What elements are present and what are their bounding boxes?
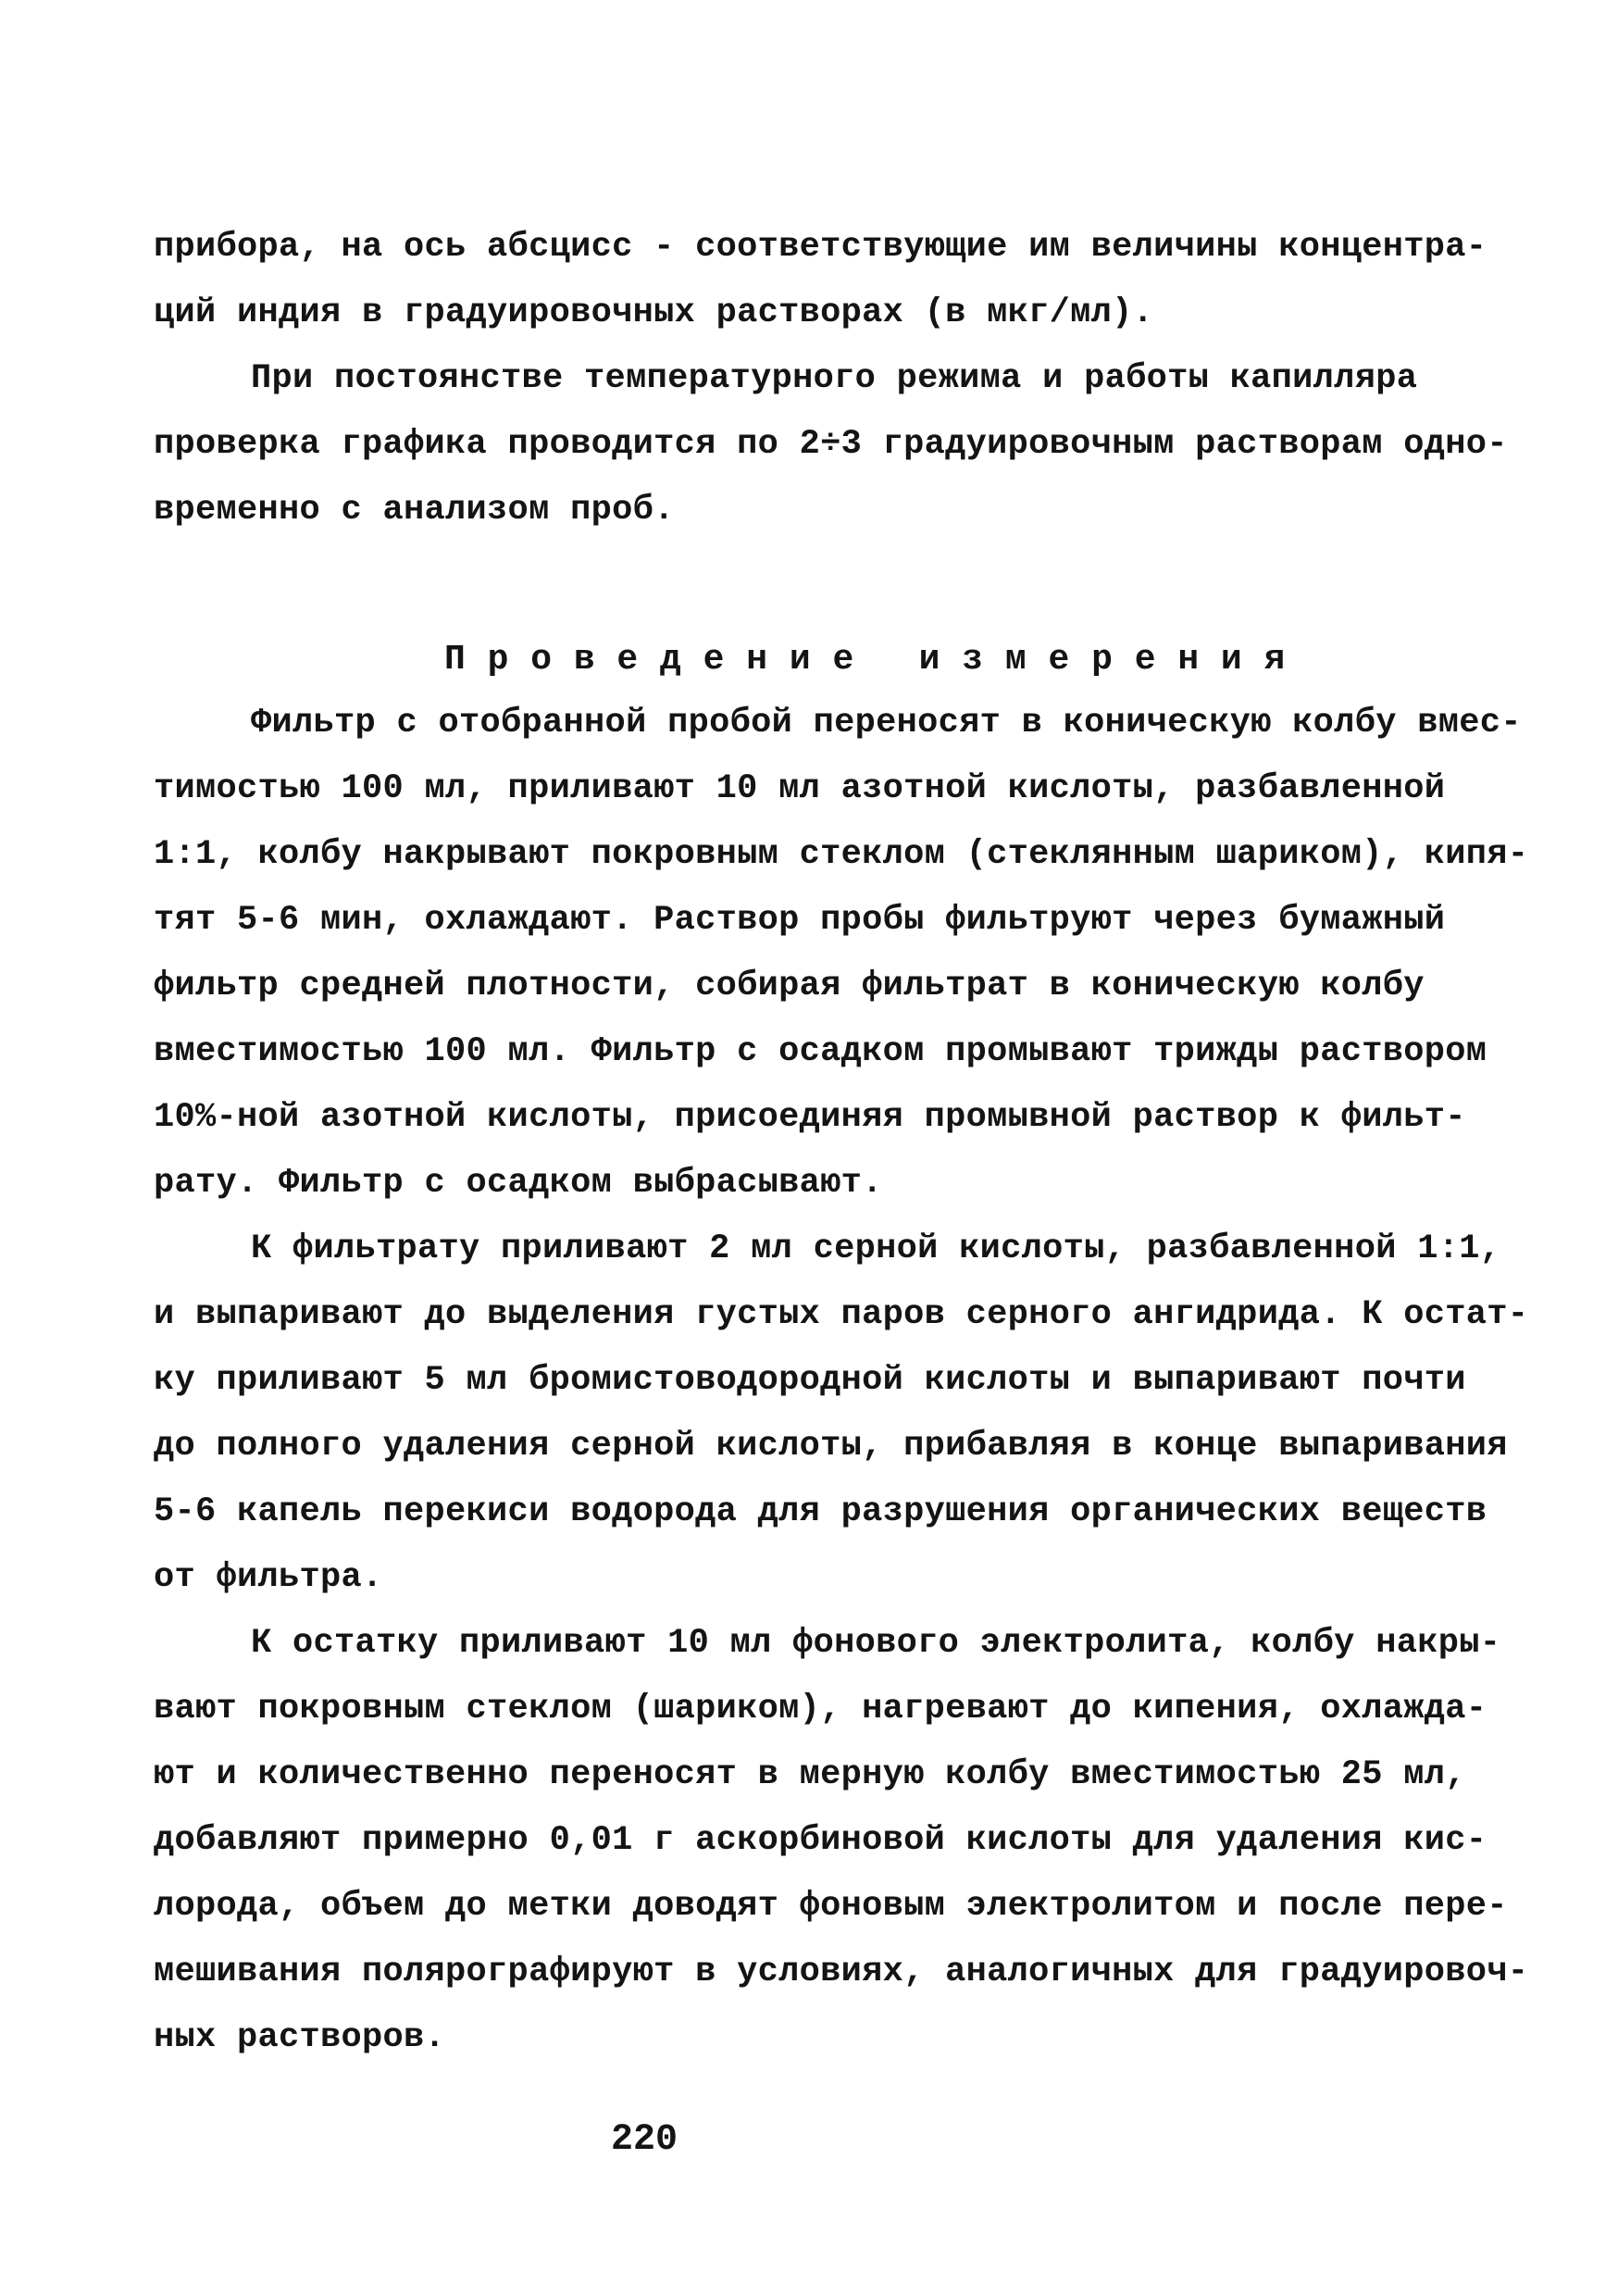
text-line: ций индия в градуировочных растворах (в мкг/мл). xyxy=(154,293,1154,332)
text-line: 10%-ной азотной кислоты, присоединяя промывной раствор к фильт- xyxy=(154,1098,1466,1137)
text-line: ку приливают 5 мл бромистоводородной кислоты и выпаривают почти xyxy=(154,1361,1466,1400)
text-line: проверка графика проводится по 2÷3 градуировочным растворам одно- xyxy=(154,425,1508,464)
text-line: прибора, на ось абсцисс - соответствующие им величины концентра- xyxy=(154,228,1487,267)
text-line: добавляют примерно 0,01 г аскорбиновой кислоты для удаления кис- xyxy=(154,1821,1487,1860)
text-line: до полного удаления серной кислоты, прибавляя в конце выпаривания xyxy=(154,1427,1508,1466)
text-line: от фильтра. xyxy=(154,1558,383,1597)
text-line: 1:1, колбу накрывают покровным стеклом (стеклянным шариком), кипя- xyxy=(154,835,1529,874)
text-line: фильтр средней плотности, собирая фильтрат в коническую колбу xyxy=(154,967,1425,1005)
text-line: ных растворов. xyxy=(154,2018,446,2057)
text-line: К остатку приливают 10 мл фонового электролита, колбу накры- xyxy=(251,1624,1501,1663)
text-line: тят 5-6 мин, охлаждают. Раствор пробы фильтруют через бумажный xyxy=(154,901,1446,940)
text-line: тимостью 100 мл, приливают 10 мл азотной кислоты, разбавленной xyxy=(154,769,1446,808)
text-line: Фильтр с отобранной пробой переносят в коническую колбу вмес- xyxy=(251,704,1522,742)
text-line: 5-6 капель перекиси водорода для разрушения органических веществ xyxy=(154,1492,1487,1531)
text-line: рату. Фильтр с осадком выбрасывают. xyxy=(154,1164,883,1203)
intro-paragraphs xyxy=(154,215,1508,543)
text-line: К фильтрату приливают 2 мл серной кислоты, разбавленной 1:1, xyxy=(251,1229,1501,1268)
body-paragraphs xyxy=(154,691,1529,2071)
text-line: лорода, объем до метки доводят фоновым электролитом и после пере- xyxy=(154,1887,1508,1926)
text-line: вместимостью 100 мл. Фильтр с осадком промывают трижды раствором xyxy=(154,1032,1487,1071)
text-line: ют и количественно переносят в мерную колбу вместимостью 25 мл, xyxy=(154,1755,1466,1794)
section-heading: П р о в е д е н и е и з м е р е н и я xyxy=(444,640,1286,680)
page-number: 220 xyxy=(610,2119,678,2161)
text-line: временно с анализом проб. xyxy=(154,491,675,530)
text-line: и выпаривают до выделения густых паров серного ангидрида. К остат- xyxy=(154,1295,1529,1334)
text-line: вают покровным стеклом (шариком), нагревают до кипения, охлажда- xyxy=(154,1690,1487,1728)
text-line: мешивания полярографируют в условиях, аналогичных для градуировоч- xyxy=(154,1953,1529,1991)
text-line: При постоянстве температурного режима и работы капилляра xyxy=(251,359,1418,398)
